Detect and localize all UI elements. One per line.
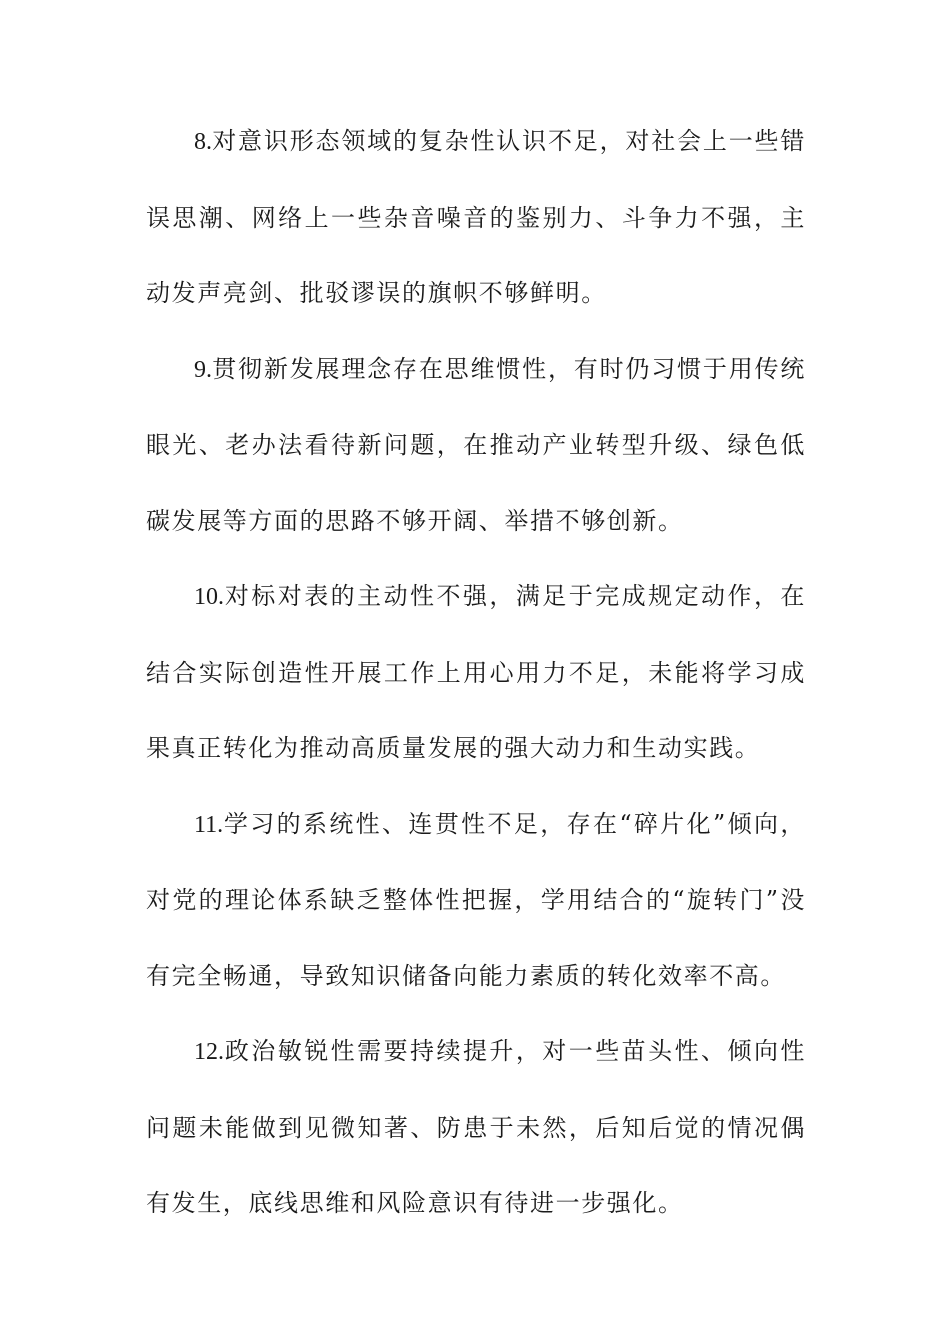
paragraph-text: 对标对表的主动性不强，满足于完成规定动作，在结合实际创造性开展工作上用心用力不足，未能将学习成果真正转化为推动高质量发展的强大动力和生动实践。 <box>146 582 806 762</box>
paragraph-11 <box>146 787 806 1015</box>
paragraph-number: 8. <box>194 129 212 155</box>
paragraph-text: 政治敏锐性需要持续提升，对一些苗头性、倾向性问题未能做到见微知著、防患于未然，后知后觉的情况偶有发生，底线思维和风险意识有待进一步强化。 <box>146 1037 806 1217</box>
paragraph-number: 12. <box>194 1039 224 1065</box>
paragraph-number: 11. <box>194 811 224 838</box>
paragraph-text: 对意识形态领域的复杂性认识不足，对社会上一些错误思潮、网络上一些杂音噪音的鉴别力、斗争力不强，主动发声亮剑、批驳谬误的旗帜不够鲜明。 <box>146 127 806 307</box>
paragraph-9 <box>146 332 806 560</box>
paragraph-12 <box>146 1014 806 1242</box>
paragraph-text: 学习的系统性、连贯性不足，存在“碎片化”倾向，对党的理论体系缺乏整体性把握，学用结合的“旋转门”没有完全畅通，导致知识储备向能力素质的转化效率不高。 <box>146 809 806 990</box>
paragraph-number: 10. <box>194 584 224 610</box>
paragraph-10 <box>146 559 806 787</box>
paragraph-8 <box>146 104 806 332</box>
paragraph-number: 9. <box>194 356 212 383</box>
paragraph-text: 贯彻新发展理念存在思维惯性，有时仍习惯于用传统眼光、老办法看待新问题，在推动产业转型升级、绿色低碳发展等方面的思路不够开阔、举措不够创新。 <box>146 354 806 535</box>
document-body <box>146 104 806 1242</box>
